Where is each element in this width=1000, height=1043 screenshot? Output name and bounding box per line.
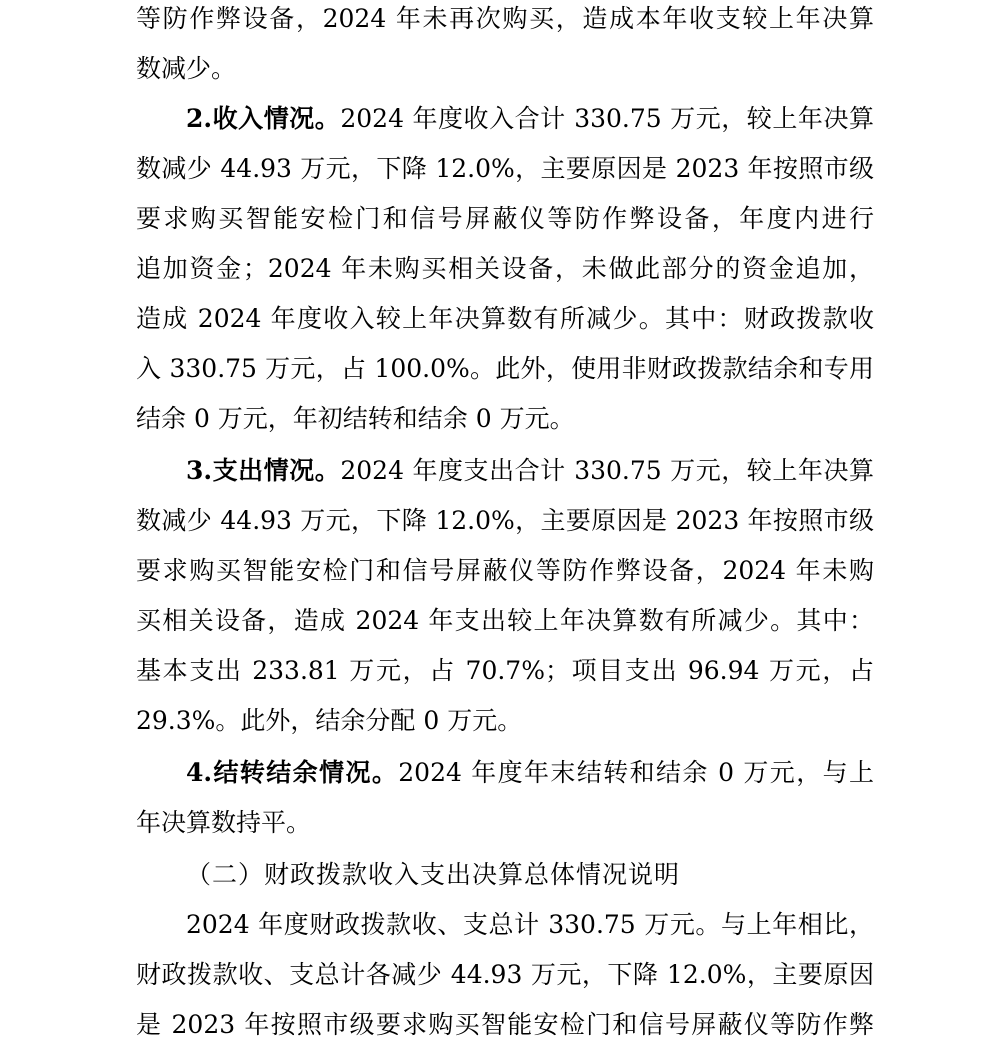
- body-text-line: 要求购买智能安检门和信号屏蔽仪等防作弊设备，年度内进行: [136, 204, 874, 233]
- subsection-heading: （二）财政拨款收入支出决算总体情况说明: [186, 860, 681, 889]
- body-text-line: 基本支出 233.81 万元，占 70.7%；项目支出 96.94 万元，占: [136, 656, 874, 685]
- body-text-line: 数减少 44.93 万元，下降 12.0%，主要原因是 2023 年按照市级: [136, 154, 874, 183]
- body-text-line: 29.3%。此外，结余分配 0 万元。: [136, 706, 523, 735]
- body-text-line: 造成 2024 年度收入较上年决算数有所减少。其中：财政拨款收: [136, 304, 874, 333]
- section-heading-text: 2024 年度支出合计 330.75 万元，较上年决算: [340, 456, 874, 485]
- body-text-line: 结余 0 万元，年初结转和结余 0 万元。: [136, 404, 575, 433]
- body-text-line: 数减少。: [136, 54, 237, 83]
- body-text-line: 财政拨款收、支总计各减少 44.93 万元，下降 12.0%，主要原因: [136, 960, 874, 989]
- section-heading-label: 4.结转结余情况。: [186, 758, 399, 787]
- body-text-line: 年决算数持平。: [136, 808, 312, 837]
- body-text-line: 等防作弊设备，2024 年未再次购买，造成本年收支较上年决算: [136, 4, 874, 33]
- section-heading-label: 2.收入情况。: [186, 104, 341, 133]
- section-heading-income: [186, 102, 874, 136]
- body-text-line: 数减少 44.93 万元，下降 12.0%，主要原因是 2023 年按照市级: [136, 506, 874, 535]
- section-heading-label: 3.支出情况。: [186, 456, 341, 485]
- section-heading-carryover: [186, 756, 874, 790]
- body-text-line: 2024 年度财政拨款收、支总计 330.75 万元。与上年相比，: [186, 910, 874, 939]
- section-heading-text: 2024 年度收入合计 330.75 万元，较上年决算: [340, 104, 874, 133]
- body-text-line: 要求购买智能安检门和信号屏蔽仪等防作弊设备，2024 年未购: [136, 556, 874, 585]
- body-text-line: 是 2023 年按照市级要求购买智能安检门和信号屏蔽仪等防作弊: [136, 1010, 874, 1039]
- body-text-line: 买相关设备，造成 2024 年支出较上年决算数有所减少。其中：: [136, 606, 874, 635]
- body-text-line: 追加资金；2024 年未购买相关设备，未做此部分的资金追加，: [136, 254, 874, 283]
- section-heading-text: 2024 年度年末结转和结余 0 万元，与上: [398, 758, 874, 787]
- body-text-line: 入 330.75 万元，占 100.0%。此外，使用非财政拨款结余和专用: [136, 354, 874, 383]
- section-heading-expenditure: [186, 454, 874, 488]
